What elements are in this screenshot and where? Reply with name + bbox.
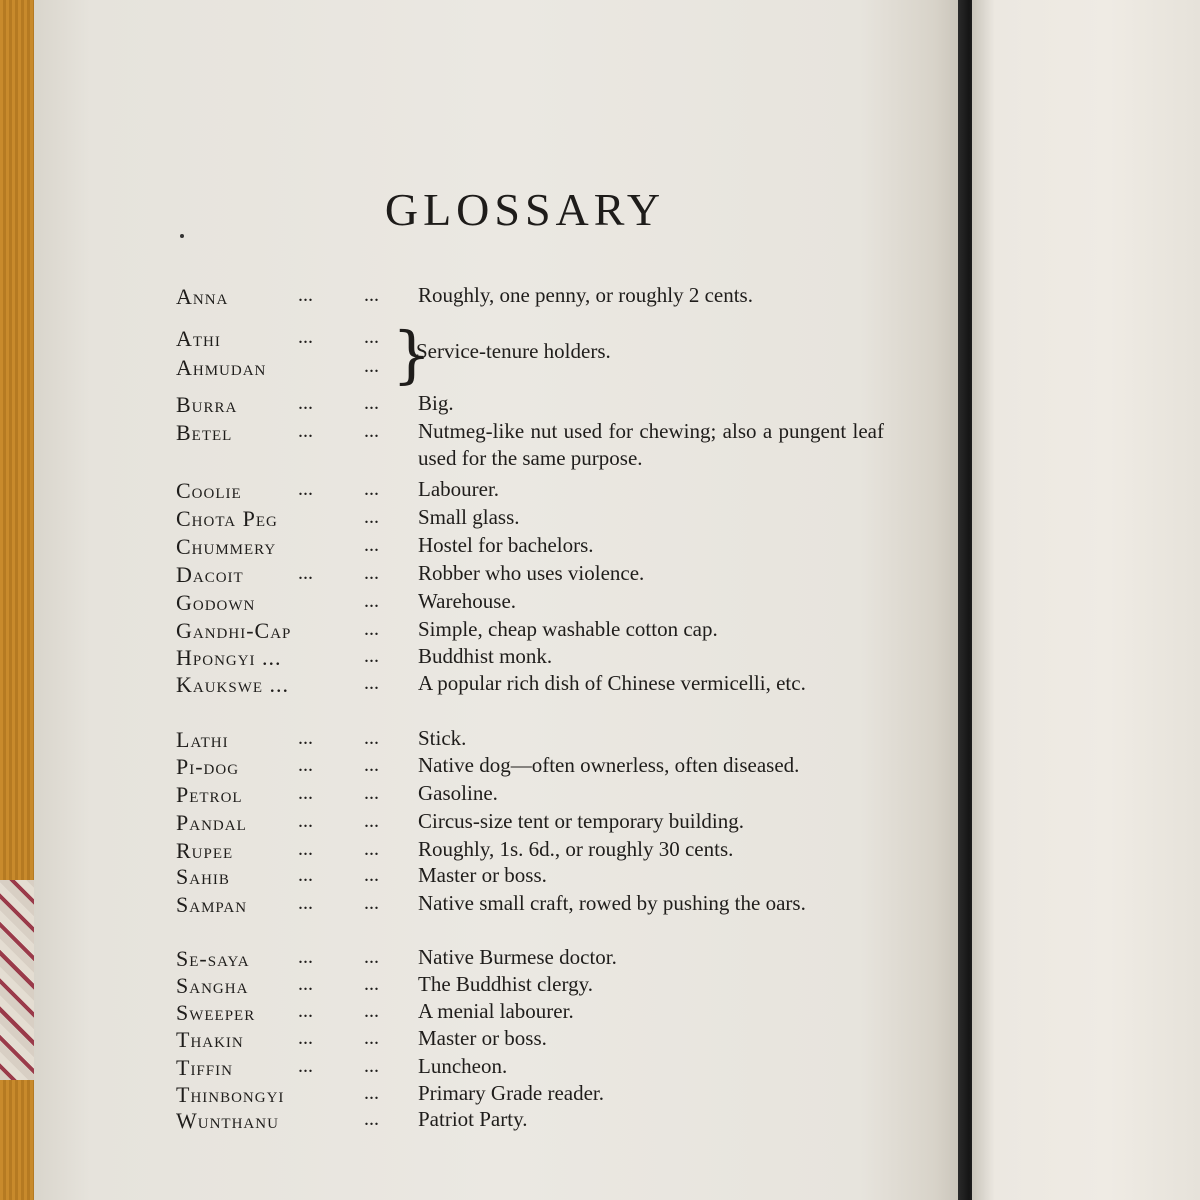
- leader-dots: ...: [364, 534, 379, 556]
- glossary-definition: Native Burmese doctor.: [418, 945, 617, 969]
- glossary-definition: Patriot Party.: [418, 1107, 528, 1131]
- leader-dots: ...: [364, 478, 379, 500]
- glossary-term: Ahmudan: [176, 355, 267, 380]
- leader-dots: ...: [364, 838, 379, 860]
- glossary-term: Wunthanu: [176, 1108, 279, 1133]
- leader-dots: ...: [364, 590, 379, 612]
- glossary-definition: The Buddhist clergy.: [418, 972, 593, 996]
- leader-dots: ...: [364, 618, 379, 640]
- glossary-term: Kaukswe ...: [176, 672, 290, 697]
- glossary-definition: Native dog—often ownerless, often diseased.: [418, 753, 800, 777]
- leader-dots: ...: [298, 838, 313, 860]
- leader-dots: ...: [364, 754, 379, 776]
- glossary-definition: Small glass.: [418, 505, 520, 529]
- page-title: GLOSSARY: [384, 184, 666, 235]
- glossary-definition: Luncheon.: [418, 1054, 508, 1078]
- glossary-term: Hpongyi ...: [176, 645, 282, 670]
- glossary-term: Sahib: [176, 864, 230, 889]
- glossary-definition: Master or boss.: [418, 1026, 547, 1050]
- glossary-term: Godown: [176, 590, 256, 615]
- glossary-definition: Big.: [418, 391, 454, 415]
- glossary-term: Betel: [176, 420, 233, 445]
- leader-dots: ...: [298, 284, 313, 306]
- glossary-definition: Primary Grade reader.: [418, 1081, 604, 1105]
- glossary-definition: Labourer.: [418, 477, 500, 501]
- glossary-definition: A popular rich dish of Chinese vermicelli, etc.: [418, 671, 806, 695]
- leader-dots: ...: [298, 1000, 313, 1022]
- glossary-term: Pandal: [176, 810, 247, 835]
- glossary-term: Thinbongyi: [176, 1082, 285, 1107]
- glossary-term: Chota Peg: [176, 506, 278, 531]
- leader-dots: ...: [364, 946, 379, 968]
- glossary-definition: Simple, cheap washable cotton cap.: [418, 617, 718, 641]
- book-page-right: [972, 0, 1200, 1200]
- glossary-term: Gandhi-Cap: [176, 618, 292, 643]
- cover-fabric-stripe: [0, 880, 38, 1080]
- leader-dots: ...: [298, 892, 313, 914]
- leader-dots: ...: [298, 810, 313, 832]
- glossary-term: Athi: [176, 326, 221, 351]
- glossary-definition: Master or boss.: [418, 863, 547, 887]
- glossary-term: Pi-dog: [176, 754, 240, 779]
- leader-dots: ...: [364, 420, 379, 442]
- leader-dots: ...: [298, 754, 313, 776]
- leader-dots: ...: [364, 1055, 379, 1077]
- glossary-definition: Native small craft, rowed by pushing the oars.: [418, 891, 806, 915]
- glossary-term: Chummery: [176, 534, 277, 559]
- glossary-definition: Buddhist monk.: [418, 644, 553, 668]
- leader-dots: ...: [364, 326, 379, 348]
- leader-dots: ...: [364, 864, 379, 886]
- leader-dots: ...: [298, 782, 313, 804]
- glossary-definition: A menial labourer.: [418, 999, 574, 1023]
- stray-dot-mark: [180, 234, 184, 238]
- glossary-definition: Robber who uses violence.: [418, 561, 645, 585]
- leader-dots: ...: [364, 1027, 379, 1049]
- glossary-term: Se-saya: [176, 946, 250, 971]
- leader-dots: ...: [298, 727, 313, 749]
- leader-dots: ...: [364, 392, 379, 414]
- glossary-term: Lathi: [176, 727, 229, 752]
- glossary-term: Tiffin: [176, 1055, 233, 1080]
- leader-dots: ...: [364, 506, 379, 528]
- leader-dots: ...: [298, 946, 313, 968]
- leader-dots: ...: [364, 1000, 379, 1022]
- glossary-definition: Hostel for bachelors.: [418, 533, 594, 557]
- leader-dots: ...: [364, 1082, 379, 1104]
- leader-dots: ...: [298, 864, 313, 886]
- leader-dots: ...: [364, 892, 379, 914]
- glossary-term: Dacoit: [176, 562, 244, 587]
- glossary-term: Anna: [176, 284, 229, 309]
- glossary-term: Sangha: [176, 973, 249, 998]
- leader-dots: ...: [364, 562, 379, 584]
- leader-dots: ...: [298, 478, 313, 500]
- glossary-definition: Gasoline.: [418, 781, 498, 805]
- grouping-brace: }: [392, 318, 432, 391]
- leader-dots: ...: [364, 1108, 379, 1130]
- glossary-term: Petrol: [176, 782, 243, 807]
- glossary-definition: Warehouse.: [418, 589, 517, 613]
- glossary-definition: Nutmeg-like nut used for chewing; also a pungent leaf used for the same purpose.: [418, 419, 884, 470]
- leader-dots: ...: [364, 782, 379, 804]
- glossary-term: Burra: [176, 392, 238, 417]
- glossary-definition: Roughly, 1s. 6d., or roughly 30 cents.: [418, 837, 734, 861]
- leader-dots: ...: [364, 355, 379, 377]
- glossary-term: Sampan: [176, 892, 248, 917]
- leader-dots: ...: [298, 392, 313, 414]
- leader-dots: ...: [298, 1027, 313, 1049]
- leader-dots: ...: [298, 1055, 313, 1077]
- glossary-term: Thakin: [176, 1027, 244, 1052]
- glossary-definition: Stick.: [418, 726, 467, 750]
- leader-dots: ...: [364, 284, 379, 306]
- leader-dots: ...: [298, 973, 313, 995]
- glossary-term: Coolie: [176, 478, 242, 503]
- leader-dots: ...: [364, 973, 379, 995]
- glossary-term: Sweeper: [176, 1000, 256, 1025]
- glossary-definition: Service-tenure holders.: [416, 339, 611, 363]
- leader-dots: ...: [364, 810, 379, 832]
- glossary-definition: Roughly, one penny, or roughly 2 cents.: [418, 283, 753, 307]
- leader-dots: ...: [364, 727, 379, 749]
- leader-dots: ...: [298, 326, 313, 348]
- leader-dots: ...: [298, 420, 313, 442]
- glossary-term: Rupee: [176, 838, 234, 863]
- leader-dots: ...: [364, 645, 379, 667]
- leader-dots: ...: [298, 562, 313, 584]
- leader-dots: ...: [364, 672, 379, 694]
- glossary-definition: Circus-size tent or temporary building.: [418, 809, 745, 833]
